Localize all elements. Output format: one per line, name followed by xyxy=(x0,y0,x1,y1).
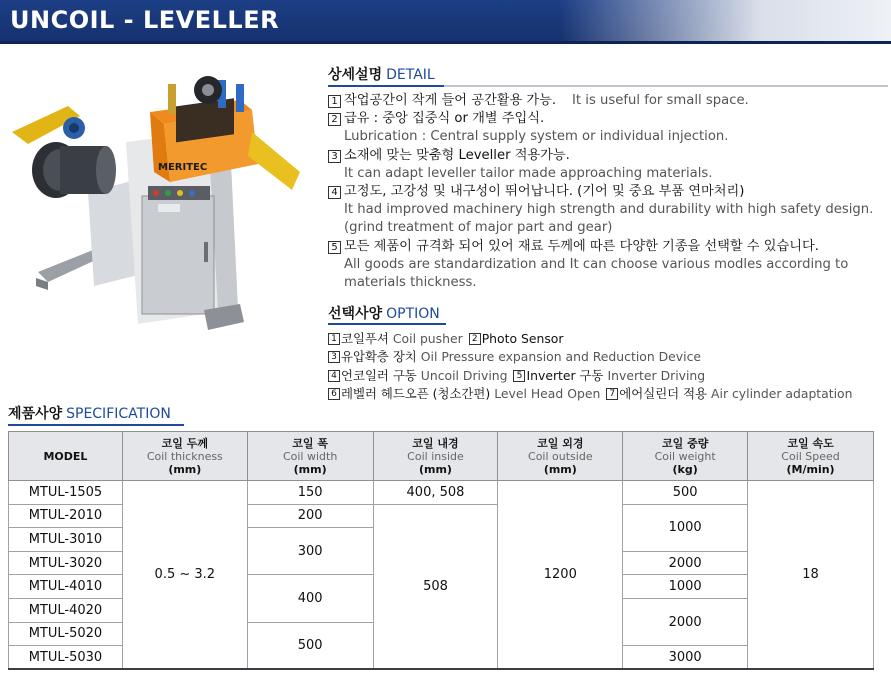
detail-item-en: It had improved machinery high strength and durability with high safety design. (grind treatment of major part and gear) xyxy=(344,202,874,236)
option-heading-ko: 선택사양 xyxy=(328,306,383,322)
option-item-en: Oil Pressure expansion and Reduction Device xyxy=(420,349,702,365)
model-cell: MTUL-5030 xyxy=(9,646,123,670)
header-width xyxy=(247,432,373,481)
item-number-box: 5 xyxy=(328,241,341,254)
option-item-6 xyxy=(328,385,600,403)
header-label-en: Coil Speed xyxy=(781,449,840,463)
model-cell: MTUL-3020 xyxy=(9,551,123,575)
header-weight xyxy=(623,432,748,481)
header-label-en: Coil outside xyxy=(528,449,593,463)
option-item-ko: Photo Sensor xyxy=(481,331,564,346)
header-label: 코일 폭 xyxy=(292,436,328,450)
page-title: UNCOIL - LEVELLER xyxy=(10,6,280,34)
specification-table xyxy=(8,431,874,670)
item-number-box: 5 xyxy=(513,370,525,382)
width-cell: 500 xyxy=(247,622,373,669)
option-row xyxy=(328,330,888,348)
option-item-en: Inverter Driving xyxy=(607,367,706,383)
header-label: 코일 두께 xyxy=(161,436,208,450)
option-item-7 xyxy=(606,385,852,403)
detail-item-5 xyxy=(328,238,888,293)
header-unit: (kg) xyxy=(672,462,698,476)
weight-cell: 1000 xyxy=(623,504,748,551)
title-banner xyxy=(0,0,891,44)
option-item-en: Level Head Open xyxy=(494,386,601,402)
uncoil-leveller-machine-image xyxy=(8,72,308,340)
model-cell: MTUL-5020 xyxy=(9,622,123,646)
detail-item-ko: 작업공간이 작게 들어 공간활용 가능. xyxy=(344,93,557,108)
machine-brand-label: MERITEC xyxy=(158,162,208,173)
detail-item-4 xyxy=(328,183,888,238)
option-row xyxy=(328,348,888,366)
option-item-ko: 언코일러 구동 xyxy=(341,367,417,383)
item-number-box: 1 xyxy=(328,95,341,108)
detail-item-1 xyxy=(328,92,888,110)
option-item-2 xyxy=(469,330,564,348)
header-unit: (M/min) xyxy=(786,462,835,476)
weight-cell: 3000 xyxy=(623,646,748,670)
option-item-ko: 유압확층 장치 xyxy=(341,349,417,365)
item-number-box: 3 xyxy=(328,351,340,363)
speed-cell: 18 xyxy=(748,481,874,670)
item-number-box: 4 xyxy=(328,186,341,199)
item-number-box: 3 xyxy=(328,150,341,163)
option-item-1 xyxy=(328,330,463,348)
model-cell: MTUL-2010 xyxy=(9,504,123,528)
option-row xyxy=(328,385,888,403)
detail-list xyxy=(328,92,888,292)
inside-cell: 508 xyxy=(373,504,498,669)
header-label-en: Coil weight xyxy=(654,449,716,463)
weight-cell: 2000 xyxy=(623,551,748,575)
header-thickness xyxy=(122,432,247,481)
spec-heading-ko: 제품사양 xyxy=(8,406,63,422)
option-item-en: Air cylinder adaptation xyxy=(711,386,853,402)
option-heading-en: OPTION xyxy=(386,306,440,322)
detail-heading-rule xyxy=(328,85,888,87)
header-label: 코일 속도 xyxy=(787,436,834,450)
weight-cell: 2000 xyxy=(623,598,748,645)
banner-fade xyxy=(560,0,891,41)
model-cell: MTUL-1505 xyxy=(9,481,123,505)
detail-item-ko: 모든 제품이 규격화 되어 있어 재료 두께에 따른 다양한 기종을 선택할 수 있습니다. xyxy=(344,238,819,254)
detail-heading xyxy=(328,64,435,84)
banner-underline xyxy=(0,41,891,44)
model-cell: MTUL-4010 xyxy=(9,575,123,599)
width-cell: 400 xyxy=(247,575,373,622)
outside-cell: 1200 xyxy=(498,481,623,670)
option-heading xyxy=(328,303,440,323)
header-unit: (mm) xyxy=(168,462,202,476)
header-label: 코일 내경 xyxy=(412,436,459,450)
header-label: MODEL xyxy=(43,449,88,463)
detail-item-en: All goods are standardization and It can choose various modles according to materials thickness. xyxy=(344,256,849,291)
header-unit: (mm) xyxy=(418,462,452,476)
header-unit: (mm) xyxy=(293,462,327,476)
table-bottom-rule xyxy=(8,668,874,670)
width-cell: 300 xyxy=(247,528,373,575)
header-label-en: Coil width xyxy=(282,449,338,463)
option-item-ko: 코일푸셔 xyxy=(341,331,389,346)
detail-item-ko: 급유 : 중앙 집중식 or 개별 주입식. xyxy=(344,111,545,127)
model-cell: MTUL-4020 xyxy=(9,598,123,622)
header-speed xyxy=(748,432,874,481)
width-cell: 200 xyxy=(247,504,373,528)
weight-cell: 1000 xyxy=(623,575,748,599)
inside-cell: 400, 508 xyxy=(373,481,498,505)
option-list xyxy=(328,330,888,404)
item-number-box: 2 xyxy=(328,113,341,126)
option-heading-rule xyxy=(328,323,446,325)
header-label: 코일 외경 xyxy=(537,436,584,450)
spec-heading xyxy=(8,403,171,423)
option-item-en: Coil pusher xyxy=(392,331,463,346)
item-number-box: 7 xyxy=(606,388,618,400)
detail-heading-ko: 상세설명 xyxy=(328,67,383,83)
model-cell: MTUL-3010 xyxy=(9,528,123,552)
spec-heading-en: SPECIFICATION xyxy=(66,406,171,422)
spec-heading-rule xyxy=(8,424,184,426)
item-number-box: 2 xyxy=(469,333,481,345)
table-header-row xyxy=(9,432,874,481)
option-item-ko: 레벨러 헤드오픈 (청소간편) xyxy=(341,386,491,402)
detail-item-en: Lubrication : Central supply system or individual injection. xyxy=(344,129,729,145)
item-number-box: 1 xyxy=(328,333,340,345)
detail-item-ko: 소재에 맞는 맞춤형 Leveller 적용가능. xyxy=(344,147,570,163)
detail-item-2 xyxy=(328,110,888,146)
width-cell: 150 xyxy=(247,481,373,505)
header-inside xyxy=(373,432,498,481)
header-unit: (mm) xyxy=(543,462,577,476)
option-item-ko: 에어실린더 적용 xyxy=(619,386,708,402)
option-row xyxy=(328,367,888,385)
detail-item-3 xyxy=(328,147,888,183)
option-item-ko: Inverter 구동 xyxy=(526,367,604,383)
detail-heading-en: DETAIL xyxy=(386,67,435,83)
option-item-5 xyxy=(513,367,705,385)
table-row xyxy=(9,481,874,505)
header-label: 코일 중량 xyxy=(661,436,709,450)
item-number-box: 4 xyxy=(328,370,340,382)
thickness-cell: 0.5 ~ 3.2 xyxy=(122,481,247,670)
header-outside xyxy=(498,432,623,481)
weight-cell: 500 xyxy=(623,481,748,505)
detail-item-ko: 고정도, 고강성 및 내구성이 뛰어납니다. (기어 및 중요 부품 연마처리) xyxy=(344,184,745,200)
item-number-box: 6 xyxy=(328,388,340,400)
header-model xyxy=(9,432,123,481)
detail-item-en: It can adapt leveller tailor made approaching materials. xyxy=(344,165,713,181)
detail-item-en: It is useful for small space. xyxy=(572,93,749,108)
header-label-en: Coil thickness xyxy=(146,449,223,463)
option-item-en: Uncoil Driving xyxy=(420,367,508,383)
option-item-3 xyxy=(328,348,701,366)
option-item-4 xyxy=(328,367,507,385)
header-label-en: Coil inside xyxy=(407,449,464,463)
